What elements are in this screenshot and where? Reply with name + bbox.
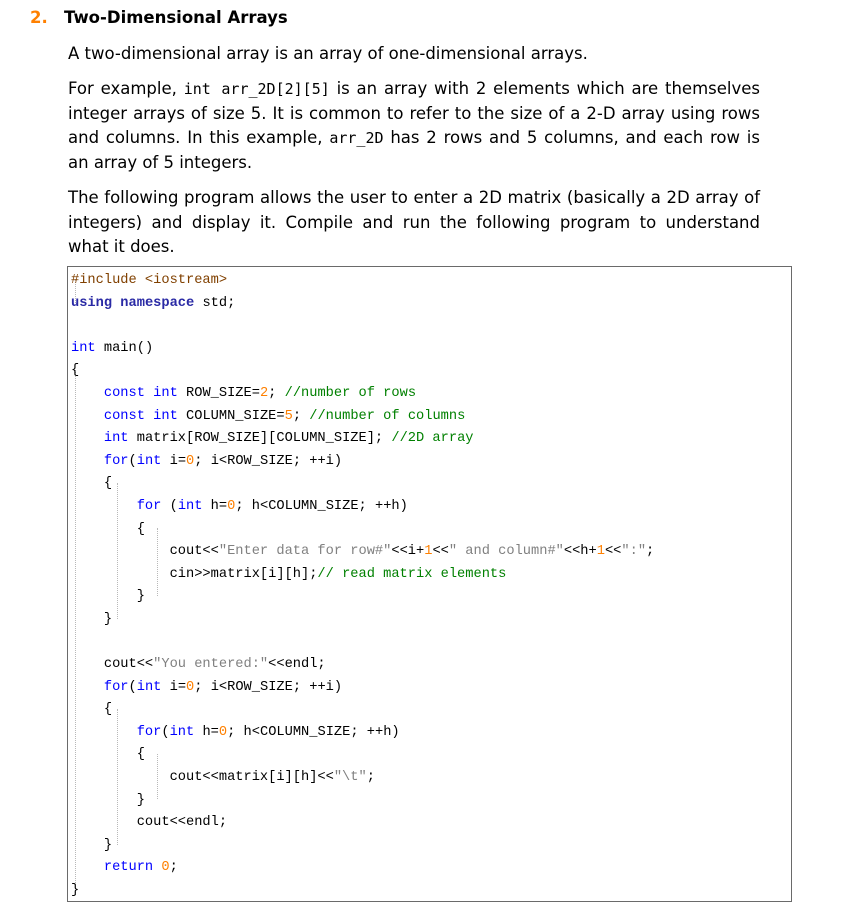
- section-heading: [30, 8, 288, 27]
- code-line: int main(): [71, 340, 154, 356]
- code-line: const int COLUMN_SIZE=5; //number of columns: [103, 408, 466, 424]
- code-line: }: [71, 611, 113, 627]
- code-line: {: [71, 476, 113, 492]
- example-text-c: has 2 rows and 5 columns, and each row is an array of 5 integers.: [68, 128, 760, 172]
- code-line: cin>>matrix[i][h];// read matrix elements: [71, 566, 507, 582]
- code-listing: [67, 266, 792, 902]
- inline-code-declaration: int arr_2D[2][5]: [183, 80, 330, 98]
- code-line: for(int i=0; i<ROW_SIZE; ++i): [103, 453, 343, 469]
- code-line: return 0;: [103, 860, 178, 876]
- code-line: for(int i=0; i<ROW_SIZE; ++i): [103, 679, 343, 695]
- code-line: for(int h=0; h<COLUMN_SIZE; ++h): [136, 724, 400, 740]
- code-line: {: [71, 747, 145, 763]
- code-line: for (int h=0; h<COLUMN_SIZE; ++h): [136, 498, 408, 514]
- code-line: {: [71, 702, 113, 718]
- code-line: cout<<matrix[i][h]<<"\t";: [71, 770, 375, 786]
- example-text-b: is an array with 2 elements which are themselves integer arrays of size 5. It is common to refer to the size of a 2-D array using rows and columns. In this example,: [68, 79, 760, 147]
- example-text-a: For example,: [68, 79, 184, 98]
- code-line: }: [71, 837, 113, 853]
- code-line: cout<<endl;: [71, 815, 228, 831]
- code-line: int matrix[ROW_SIZE][COLUMN_SIZE]; //2D array: [103, 431, 474, 447]
- code-line: const int ROW_SIZE=2; //number of rows: [103, 385, 417, 401]
- code-line: [71, 315, 654, 338]
- code-line: {: [71, 521, 145, 537]
- program-description-paragraph: The following program allows the user to enter a 2D matrix (basically a 2D array of integers) and display it. Compile and run the following program to understand what it does.: [68, 188, 760, 256]
- code-line: }: [71, 792, 145, 808]
- code-line: }: [71, 883, 80, 899]
- code-line: [71, 632, 654, 655]
- code-line: cout<<"Enter data for row#"<<i+1<<" and column#"<<h+1<<":";: [71, 544, 655, 560]
- code-block: [71, 270, 654, 902]
- section-title: Two-Dimensional Arrays: [64, 8, 288, 27]
- inline-code-array-name: arr_2D: [329, 129, 384, 147]
- code-line: cout<<"You entered:"<<endl;: [71, 657, 326, 673]
- code-line: #include <iostream>: [71, 273, 228, 288]
- code-line: {: [71, 363, 80, 379]
- section-number: 2.: [30, 8, 48, 27]
- code-line: using namespace std;: [71, 295, 236, 311]
- example-paragraph: [68, 77, 760, 175]
- intro-paragraph: A two-dimensional array is an array of one-dimensional arrays.: [68, 44, 588, 63]
- code-line: }: [71, 589, 145, 605]
